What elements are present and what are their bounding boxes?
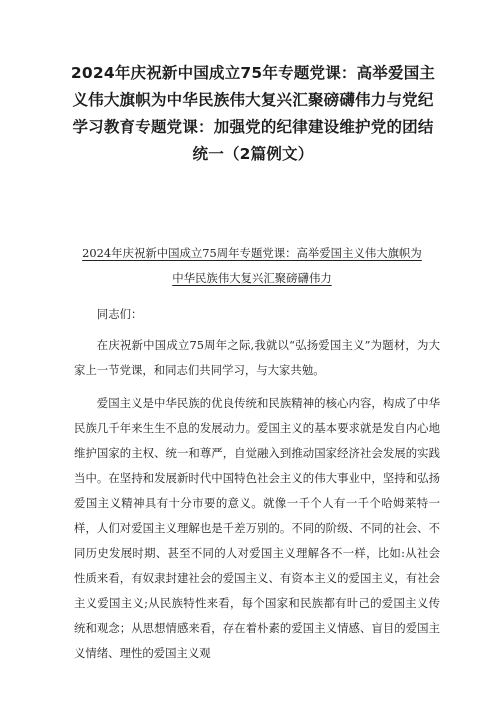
salutation: 同志们： <box>96 307 143 321</box>
section-title <box>66 241 438 291</box>
section-title-line-1: 2024年庆祝新中国成立75周年专题党课：高举爱国主义伟大旗帜为 <box>82 246 422 260</box>
paragraph-1: 在庆祝新中国成立75周年之际,我就以“弘扬爱国主义”为题材，为大家上一节党课，和同志们共同学习，与大家共勉。 <box>74 338 440 377</box>
section-title-line-2: 中华民族伟大复兴汇聚磅礴伟力 <box>172 271 332 285</box>
document-body <box>74 302 440 666</box>
paragraph-2: 爱国主义是中华民族的优良传统和民族精神的核心内容，构成了中华民族几千年来生生不息的发展动力。爱国主义的基本要求就是发自内心地维护国家的主权、统一和尊严，自觉融入到推动国家经济社会发展的实践当中。在坚持和发展新时代中国特色社会主义的伟大事业中，坚持和弘扬爱国主义精神具有十分市要的意义。就像一千个人有一千个哈姆莱特一样，人们对爱国主义理解也是千差万别的。不同的阶级、不同的社会、不同历史发展时期、甚至不同的人对爱国主义理解各不一样，比如:从社会性质来看，有奴隶封建社会的爱国主义、有资本主义的爱国主义，有社会主义爱国主义;从民族特性来看，每个国家和民族都有旪己的爱国主义传统和观念；从思想情感来看，存在着朴素的爱国主义情感、盲目的爱国主义情绪、理性的爱国主义观 <box>74 396 440 660</box>
document-title: 2024年庆祝新中国成立75年专题党课：高举爱国主义伟大旗帜为中华民族伟大复兴汇聚磅礴伟力与党纪学习教育专题党课：加强党的纪律建设维护党的团结统一（2篇例文） <box>70 64 436 163</box>
